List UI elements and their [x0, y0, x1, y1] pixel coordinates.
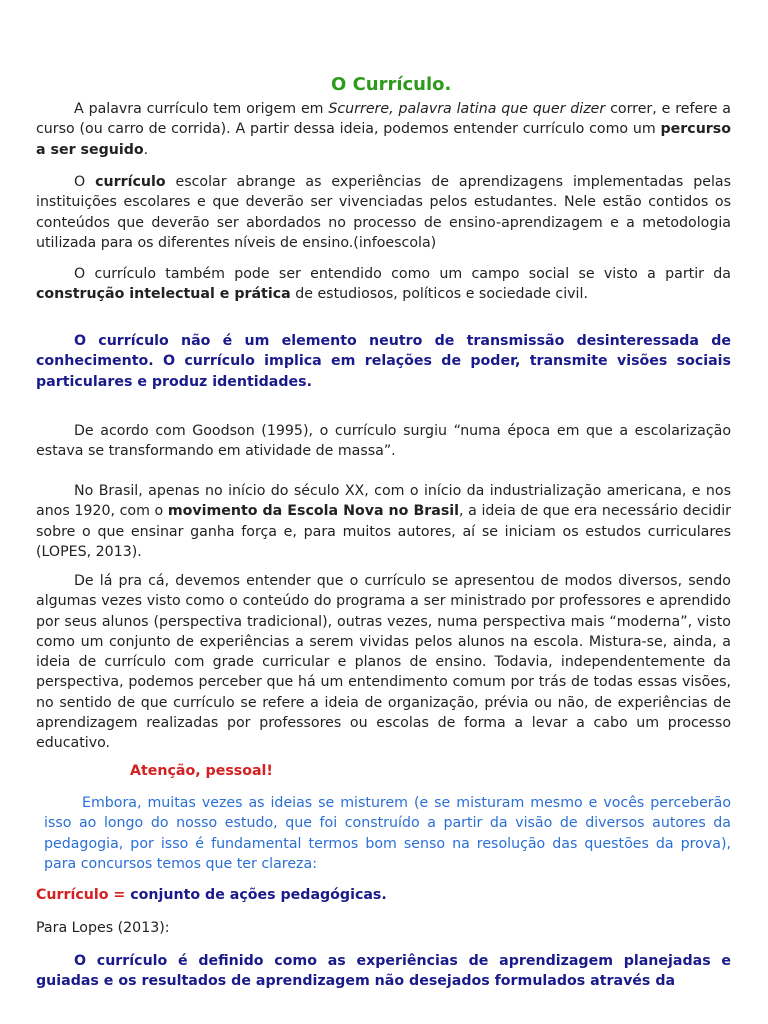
paragraph-social-field [36, 264, 731, 305]
bold-text: construção intelectual e prática [36, 286, 291, 303]
definition-line [36, 885, 731, 905]
text-run: correr, e refere a curso (ou carro de corrida). A partir dessa ideia, podemos entender currículo como um [36, 101, 731, 138]
paragraph-goodson: De acordo com Goodson (1995), o currículo surgiu “numa época em que a escolarização estava se transformando em atividade de massa”. [36, 423, 731, 460]
text-run: . [143, 141, 149, 158]
text-run: de estudiosos, políticos e sociedade civil. [290, 286, 588, 303]
definition-term: Currículo = [36, 887, 131, 903]
paragraph-brazil [36, 481, 731, 562]
paragraph-origin [36, 99, 731, 160]
document-title: O Currículo. [331, 74, 452, 95]
italic-text: Scurrere, palavra latina que quer dizer [328, 101, 606, 117]
text-run: , a ideia de que era necessário decidir sobre o que ensinar ganha força e, para muitos autores, aí se iniciam os estudos curriculares (LOPES, 2013). [36, 503, 731, 560]
text-run: O [74, 174, 96, 190]
paragraph-school-curriculum [36, 172, 731, 253]
bold-text: currículo [95, 174, 166, 190]
bold-text: movimento da Escola Nova no Brasil [167, 503, 460, 520]
text-run: O currículo também pode ser entendido como um campo social se visto a partir da [74, 266, 731, 282]
paragraph-history: De lá pra cá, devemos entender que o currículo se apresentou de modos diversos, sendo algumas vezes visto como o conteúdo do programa a ser ministrado por professores e aprendido por seus alunos (perspectiva tradicional), outras vezes, numa perspectiva mais “moderna”, visto como um conjunto de experiências a serem vividas pelos alunos na escola. Mistura-se, ainda, a ideia de currículo com grade curricular e planos de ensino. Todavia, independentemente da perspectiva, podemos perceber que há um entendimento comum por trás de todas essas visões, no sentido de que currículo se refere a ideia de organização, prévia ou não, de experiências de aprendizagem realizadas por professores ou escolas de forma a levar a cabo um processo educativo. [36, 573, 731, 752]
bold-text: percurso a ser seguido [36, 121, 731, 158]
paragraph-note: Embora, muitas vezes as ideias se misturem (e se misturam mesmo e vocês perceberão isso ao longo do nosso estudo, que foi construído a partir da visão de diversos autores da pedagogia, por isso é fundamental termos bom senso na resolução das questões da prova), para concursos temos que ter clareza: [44, 795, 731, 872]
highlight-quote: O currículo não é um elemento neutro de transmissão desinteressada de conhecimento. O currículo implica em relações de poder, transmite visões sociais particulares e produz identidades. [36, 333, 731, 390]
definition-meaning: conjunto de ações pedagógicas. [130, 887, 387, 903]
text-run: escolar abrange as experiências de aprendizagens implementadas pelas instituições escolares e que deverão ser vivenciadas pelos estudantes. Nele estão contidos os conteúdos que deverão ser abordados no processo de ensino-aprendizagem e a metodologia utilizada para os diferentes níveis de ensino.(infoescola) [36, 174, 731, 251]
paragraph-lopes-definition: O currículo é definido como as experiências de aprendizagem planejadas e guiadas e os resultados de aprendizagem não desejados formulados através da [36, 953, 731, 990]
paragraph-lopes: Para Lopes (2013): [36, 920, 170, 936]
attention-heading: Atenção, pessoal! [130, 763, 273, 779]
text-run: A palavra currículo tem origem em [74, 101, 329, 117]
text-run: No Brasil, apenas no início do século XX, com o início da industrialização americana, e nos anos 1920, com o [36, 483, 731, 520]
